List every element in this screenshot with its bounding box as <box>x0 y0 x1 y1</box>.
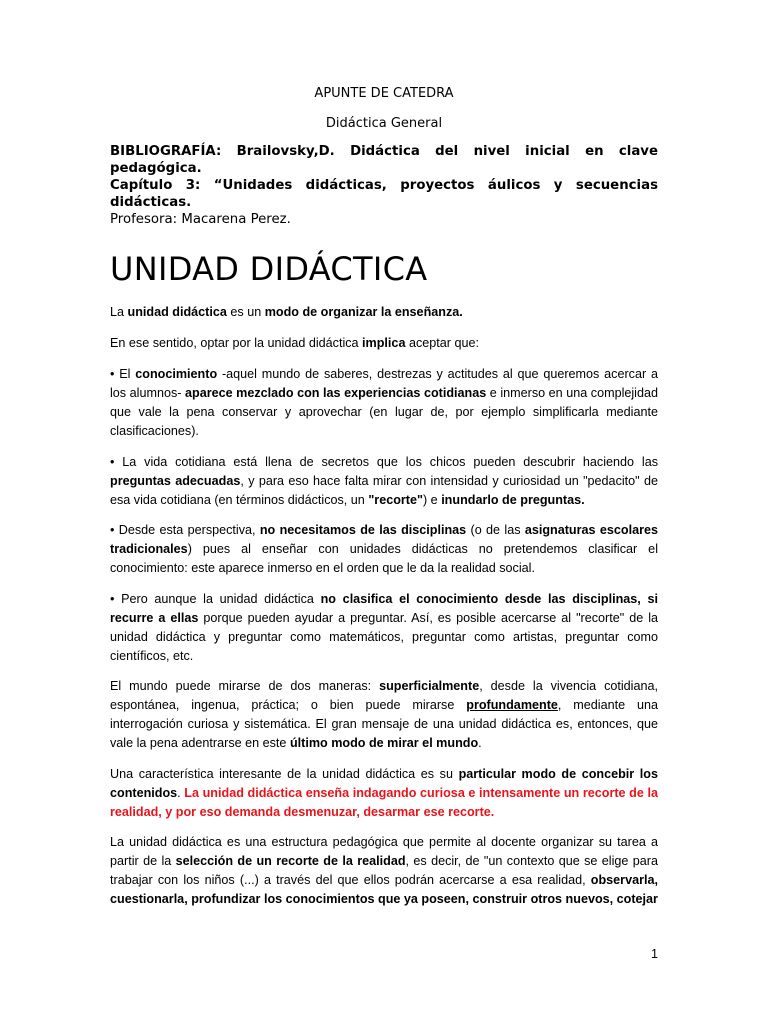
bold-text: selección de un recorte de la realidad <box>175 854 406 868</box>
paragraph: • La vida cotidiana está llena de secretos que los chicos pueden descubrir haciendo las preguntas adecuadas, y para eso hace falta mirar con intensidad y curiosidad un "pedacito" de esa vida cotidiana (en términos didácticos, un "recorte") e inundarlo de preguntas. <box>110 455 658 507</box>
bold-text: aparece mezclado con las experiencias cotidianas <box>185 386 487 400</box>
bold-text: inundarlo de preguntas. <box>441 493 585 507</box>
paragraph: La unidad didáctica es una estructura pedagógica que permite al docente organizar su tarea a partir de la selección de un recorte de la realidad, es decir, de "un contexto que se elige para trabajar con los niños (...) a través del que ellos podrán acercarse a esa realidad, observarla, cuestionarla, profundizar los conocimientos que ya poseen, construir otros nuevos, cotejar <box>110 835 658 906</box>
chapter-line: Capítulo 3: “Unidades didácticas, proyectos áulicos y secuencias <box>110 178 658 193</box>
bold-text: particular modo de concebir los contenidos <box>110 767 658 800</box>
bold-text: no necesitamos de las disciplinas <box>259 523 467 537</box>
header-subtitle: Didáctica General <box>325 116 443 131</box>
paragraph: • El conocimiento -aquel mundo de saberes, destrezas y actitudes al que queremos acercar a los alumnos- aparece mezclado con las experiencias cotidianas e inmerso en una complejidad que vale la pena conservar y aprovechar (en lugar de, por ejemplo simplificarla mediante clasificaciones). <box>110 367 658 438</box>
bibliography-block <box>110 143 658 228</box>
paragraph: • Desde esta perspectiva, no necesitamos de las disciplinas (o de las asignaturas escolares tradicionales) pues al enseñar con unidades didácticas no pretendemos clasificar el conocimiento: este aparece inmerso en el orden que le da la realidad social. <box>110 523 658 575</box>
paragraph: Una característica interesante de la unidad didáctica es su particular modo de concebir los contenidos. La unidad didáctica enseña indagando curiosa e intensamente un recorte de la realidad, y por eso demanda desmenuzar, desarmar ese recorte. <box>110 767 659 819</box>
bold-text: asignaturas escolares tradicionales <box>110 523 658 556</box>
page-title: UNIDAD DIDÁCTICA <box>110 250 428 288</box>
bold-text: implica <box>362 336 406 350</box>
bold-text: último modo de mirar el mundo <box>289 736 479 750</box>
underlined-text: profundamente <box>466 698 558 712</box>
bibliography-line: BIBLIOGRAFÍA: Brailovsky,D. Didáctica del nivel inicial en clave <box>110 144 658 159</box>
bold-text: "recorte" <box>368 493 423 507</box>
chapter-line-cont: didácticas. <box>110 195 192 210</box>
paragraph: • Pero aunque la unidad didáctica no clasifica el conocimiento desde las disciplinas, si recurre a ellas porque pueden ayudar a preguntar. Así, es posible acercarse al "recorte" de la unidad didáctica y preguntar como matemáticos, preguntar como artistas, preguntar como científicos, etc. <box>110 592 659 663</box>
red-emphasis-text: La unidad didáctica enseña indagando curiosa e intensamente un recorte de la realidad, y por eso demanda desmenuzar, desarmar ese recorte. <box>110 786 659 819</box>
bold-text: unidad didáctica <box>127 305 227 319</box>
bold-text: modo de organizar la enseñanza. <box>264 305 463 319</box>
paragraph: El mundo puede mirarse de dos maneras: superficialmente, desde la vivencia cotidiana, espontánea, ingenua, práctica; o bien puede mirarse profundamente, mediante una interrogación curiosa y sistemática. El gran mensaje de una unidad didáctica es, entonces, que vale la pena adentrarse en este último modo de mirar el mundo. <box>110 679 658 750</box>
bold-text: no clasifica el conocimiento desde las disciplinas, si recurre a ellas <box>110 592 658 625</box>
paragraph: La unidad didáctica es un modo de organizar la enseñanza. <box>110 305 463 319</box>
bibliography-line-cont: pedagógica. <box>110 161 202 176</box>
bold-text: superficialmente <box>379 679 480 693</box>
paragraph: En ese sentido, optar por la unidad didáctica implica aceptar que: <box>110 336 479 350</box>
teacher-line: Profesora: Macarena Perez. <box>110 212 291 227</box>
bold-text: observarla, cuestionarla, profundizar los conocimientos que ya poseen, construir otros nuevos, cotejar <box>110 873 658 906</box>
page-number: 1 <box>650 947 658 961</box>
bold-text: preguntas adecuadas <box>110 474 241 488</box>
bold-text: conocimiento <box>135 367 218 381</box>
header-title: APUNTE DE CATEDRA <box>314 86 454 101</box>
